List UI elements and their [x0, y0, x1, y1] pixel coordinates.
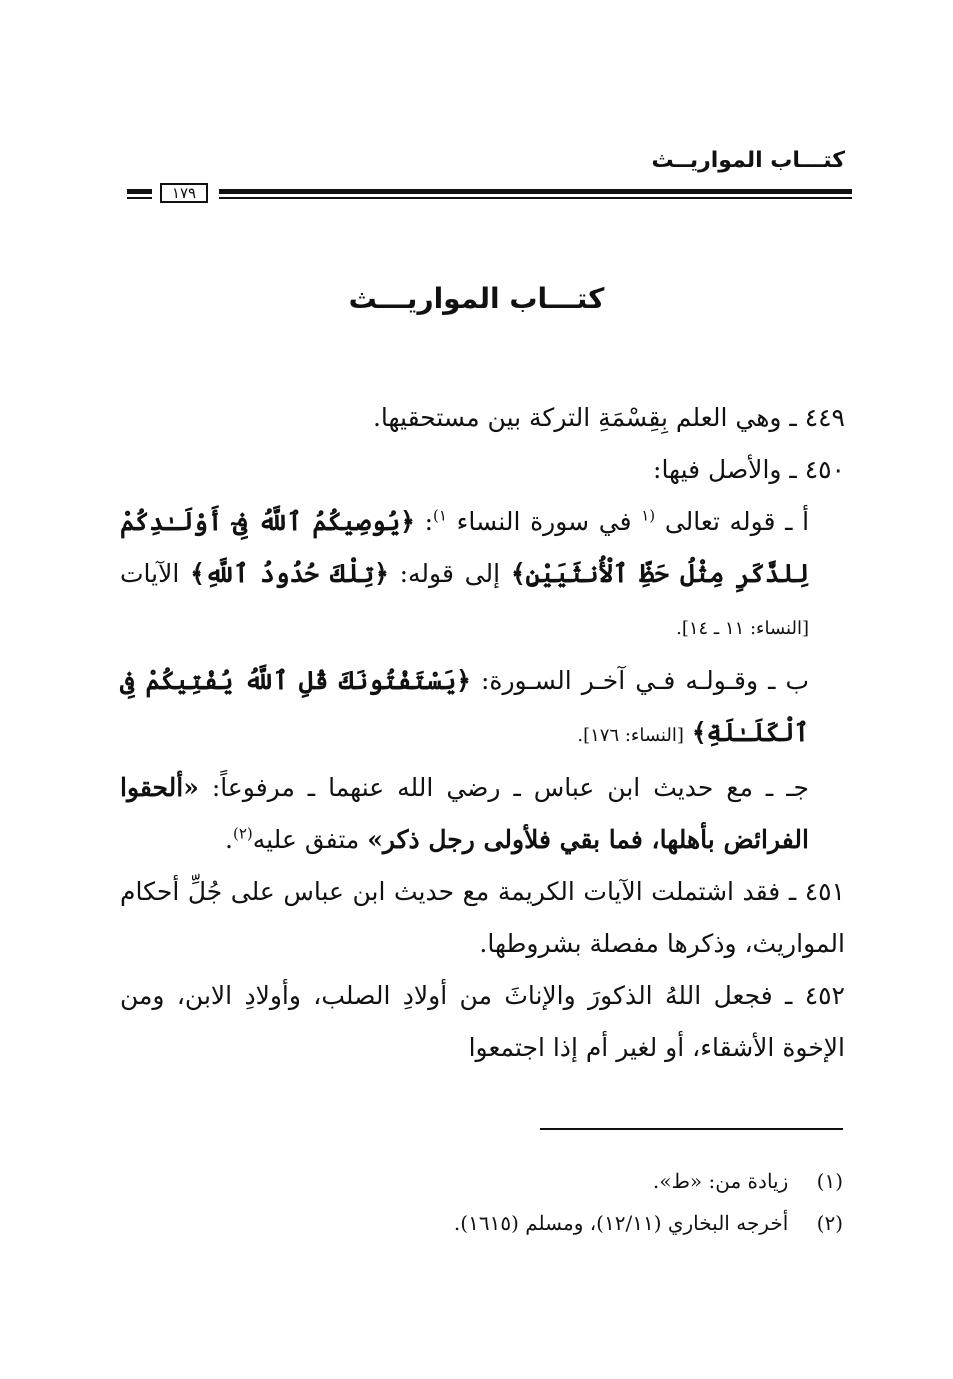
verse-reference: [النساء: ١٧٦]. [577, 725, 684, 746]
evidence-b [120, 655, 845, 762]
footnote-mark: (١) [816, 1169, 843, 1193]
paragraph-number: ٤٥٢ ـ [785, 981, 845, 1010]
paragraph-451 [120, 866, 845, 970]
footnote-text: أخرجه البخاري (١٢/١١)، ومسلم (١٦١٥). [453, 1211, 789, 1235]
colon: : [424, 507, 434, 536]
evidence-a [120, 496, 845, 655]
paragraph-450 [120, 444, 845, 496]
paragraph-text: وهي العلم بِقِسْمَةِ التركة بين مستحقيها. [372, 403, 782, 432]
paragraph-text: والأصل فيها: [653, 455, 782, 484]
note-close: ١) [433, 506, 447, 525]
footnote-ref: (٢) [232, 824, 253, 843]
quran-verse: ﴿تِلْكَ حُدُودُ ٱللَّهِ﴾ [190, 559, 389, 588]
header-rule-left-thick [127, 189, 152, 194]
evidence-lead: ب ـ وقـولـه فـي آخـر السـورة: [480, 666, 810, 695]
verse-reference: [النساء: ١١ ـ ١٤]. [676, 618, 809, 639]
period: . [225, 825, 233, 854]
footnote-1 [118, 1160, 843, 1202]
footnote-text: زيادة من: «ط». [652, 1169, 789, 1193]
hadith-text: «ألحقوا الفرائض بأهلها، فما بقي فلأولى رجل ذكر» [120, 773, 809, 854]
to-text: إلى قوله: [399, 559, 501, 588]
header-rule-thick [219, 189, 852, 194]
footnote-mark: (٢) [816, 1211, 843, 1235]
header-rule-thin [219, 197, 852, 199]
chapter-title: كتـــاب المواريـــث [348, 282, 605, 315]
paragraph-number: ٤٥١ ـ [788, 877, 845, 906]
note-open: (١ [641, 506, 656, 525]
ayat-text: الآيات [120, 559, 180, 588]
body-text [120, 392, 845, 1074]
quran-verse: ﴿يَسْتَفْتُونَكَ قُلِ ٱللَّهُ يُفْتِيكُمْ فِى ٱلْكَلَـٰلَةِ﴾ [120, 666, 809, 747]
paragraph-text: فجعل اللهُ الذكورَ والإناثَ من أولادِ الصلب، وأولادِ الابن، ومن الإخوة الأشقاء، أو لغير أم إذا اجتمعوا [120, 981, 845, 1062]
hadith-source: متفق عليه [252, 825, 360, 854]
paragraph-text: فقد اشتملت الآيات الكريمة مع حديث ابن عباس على جُلِّ أحكام المواريث، وذكرها مفصلة بشروطها. [120, 877, 845, 958]
quran-verse: ﴿يُوصِيكُمُ ٱللَّهُ فِىٓ أَوْلَـٰدِكُمْ لِلذَّكَرِ مِثْلُ حَظِّ ٱلْأُنثَيَيْنِ﴾ [120, 507, 809, 588]
paragraph-449 [120, 392, 845, 444]
footnote-2 [118, 1202, 843, 1244]
running-title: كتـــاب المواريــث [651, 148, 845, 173]
evidence-lead: جـ ـ مع حديث ابن عباس ـ رضي الله عنهما ـ مرفوعاً: [211, 773, 810, 802]
evidence-c [120, 762, 845, 866]
paragraph-452 [120, 970, 845, 1074]
footnote-divider [540, 1128, 843, 1130]
page-number: ١٧٩ [160, 183, 208, 203]
header-rule-left-thin [127, 197, 152, 199]
paragraph-number: ٤٥٠ ـ [789, 455, 845, 484]
evidence-mid: في سورة النساء [456, 507, 632, 536]
footnotes [118, 1160, 843, 1244]
evidence-lead: أ ـ قوله تعالى [664, 507, 810, 536]
header-rule [127, 183, 852, 205]
paragraph-number: ٤٤٩ ـ [789, 403, 845, 432]
